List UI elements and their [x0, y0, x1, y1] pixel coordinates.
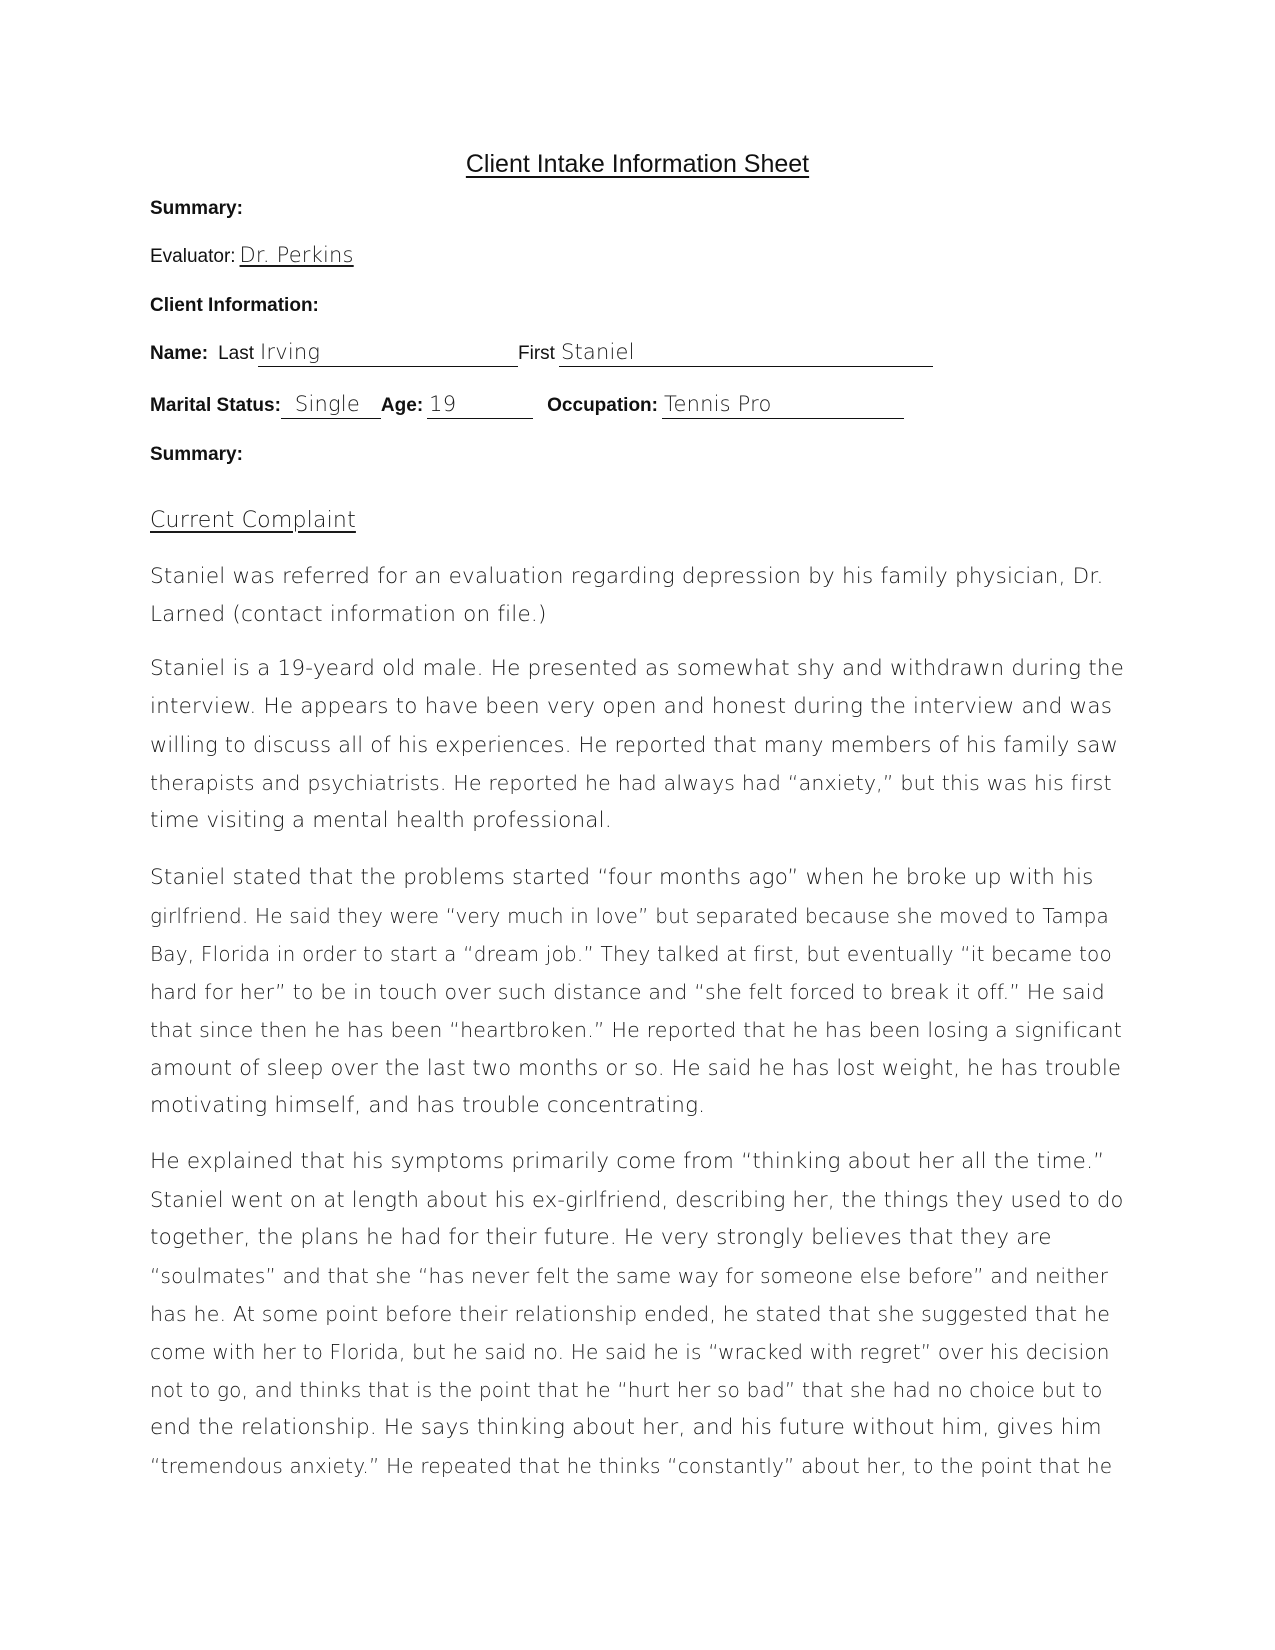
name-row — [150, 341, 933, 367]
text-line: hard for her” to be in touch over such distance and “she felt forced to break it off.” He said — [150, 980, 1105, 1004]
marital-status-label: Marital Status: — [150, 395, 281, 416]
occupation-label: Occupation: — [547, 395, 658, 416]
marital-status-value: Single — [294, 392, 360, 416]
first-name-label: First — [518, 343, 555, 364]
client-information-label: Client Information: — [150, 295, 319, 316]
paragraph-background — [150, 650, 1125, 840]
paragraph-symptoms — [150, 1143, 1125, 1485]
occupation-value: Tennis Pro — [664, 392, 772, 416]
text-line: therapists and psychiatrists. He reported he had always had “anxiety,” but this was his first — [150, 771, 1112, 795]
summary-label-bottom: Summary: — [150, 444, 243, 465]
text-line: amount of sleep over the last two months or so. He said he has lost weight, he has trouble — [150, 1056, 1122, 1080]
text-line: He explained that his symptoms primarily come from “thinking about her all the time.” — [150, 1149, 1105, 1174]
summary-label-top: Summary: — [150, 198, 243, 219]
text-line: willing to discuss all of his experiences. He reported that many members of his family saw — [150, 733, 1118, 757]
text-line: come with her to Florida, but he said no. He said he is “wracked with regret” over his decision — [150, 1340, 1110, 1364]
text-line: together, the plans he had for their future. He very strongly believes that they are — [150, 1225, 1052, 1250]
text-line: has he. At some point before their relationship ended, he stated that she suggested that he — [150, 1302, 1111, 1326]
status-row — [150, 393, 904, 419]
text-line: Staniel is a 19-yeard old male. He presented as somewhat shy and withdrawn during the — [150, 656, 1125, 681]
text-line: end the relationship. He says thinking about her, and his future without him, gives him — [150, 1415, 1102, 1440]
text-line: not to go, and thinks that is the point that he “hurt her so bad” that she had no choice but to — [150, 1378, 1103, 1402]
evaluator-label: Evaluator: — [150, 246, 236, 267]
age-label: Age: — [380, 395, 424, 416]
text-line: interview. He appears to have been very open and honest during the interview and was — [150, 694, 1113, 719]
occupation-field — [662, 393, 904, 419]
text-line: that since then he has been “heartbroken.” He reported that he has been losing a significant — [150, 1018, 1122, 1042]
text-line: “soulmates” and that she “has never felt the same way for someone else before” and neither — [150, 1264, 1109, 1288]
current-complaint-heading: Current Complaint — [150, 508, 356, 533]
text-line: “tremendous anxiety.” He repeated that he thinks “constantly” about her, to the point that he — [150, 1454, 1113, 1478]
text-line: girlfriend. He said they were “very much in love” but separated because she moved to Tampa — [150, 904, 1109, 928]
age-value: 19 — [429, 392, 457, 416]
marital-status-field — [281, 393, 381, 419]
last-name-field — [258, 341, 518, 367]
last-name-label: Last — [218, 343, 254, 364]
text-line: Staniel was referred for an evaluation regarding depression by his family physician, Dr. — [150, 564, 1104, 589]
text-line: time visiting a mental health professional. — [150, 808, 612, 833]
evaluator-row — [150, 243, 354, 268]
paragraph-referral — [150, 558, 1125, 634]
last-name-value: Irving — [260, 340, 321, 364]
first-name-field — [559, 341, 933, 367]
text-line: Staniel went on at length about his ex-girlfriend, describing her, the things they used to do — [150, 1188, 1124, 1212]
first-name-value: Staniel — [560, 340, 635, 364]
document-title: Client Intake Information Sheet — [465, 150, 810, 178]
text-line: Staniel stated that the problems started “four months ago” when he broke up with his — [150, 865, 1094, 890]
text-line: motivating himself, and has trouble concentrating. — [150, 1093, 706, 1118]
text-line: Bay, Florida in order to start a “dream job.” They talked at first, but eventually “it became too — [150, 942, 1112, 966]
age-field — [427, 393, 533, 419]
paragraph-problems — [150, 859, 1125, 1125]
text-line: Larned (contact information on file.) — [150, 602, 547, 627]
name-label: Name: — [150, 343, 209, 364]
evaluator-value: Dr. Perkins — [239, 243, 354, 267]
